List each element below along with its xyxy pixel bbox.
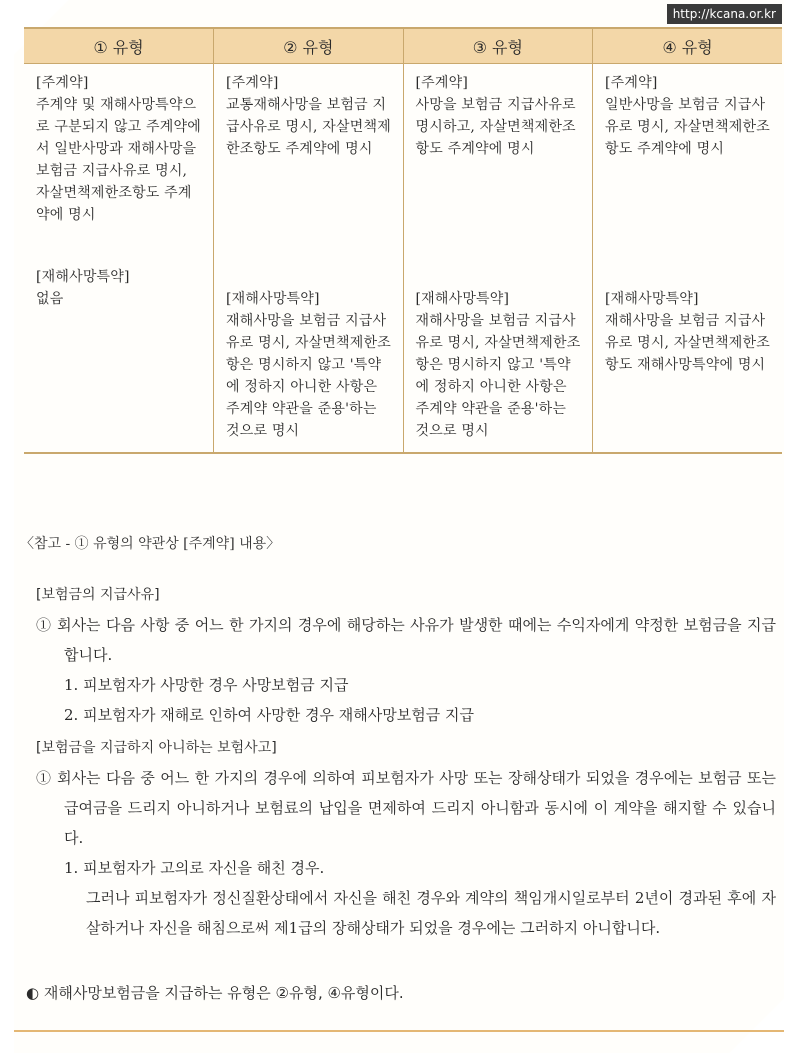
main-contract-label: [주계약] (415, 75, 468, 91)
rider-label: [재해사망특약] (36, 269, 130, 285)
table-header-row (24, 28, 782, 64)
rider-text: 재해사망을 보험금 지급사유로 명시, 자살면책제한조항도 재해사망특약에 명시 (605, 313, 770, 373)
watermark-url: http://kcana.or.kr (667, 4, 782, 24)
rider-text: 없음 (36, 291, 64, 307)
reference-note: 〈참고 - ① 유형의 약관상 [주계약] 내용〉 (20, 536, 281, 552)
header-type-2: ② 유형 (214, 28, 404, 64)
main-contract-text: 사망을 보험금 지급사유로 명시하고, 자살면책제한조항도 주계약에 명시 (415, 97, 576, 157)
type-4-cell (593, 64, 783, 454)
header-type-3: ③ 유형 (403, 28, 593, 64)
header-type-1: ① 유형 (24, 28, 214, 64)
section-exclusions (36, 733, 776, 943)
conclusion-text: ◐ 재해사망보험금을 지급하는 유형은 ②유형, ④유형이다. (26, 984, 404, 1002)
clause-text: ① 회사는 다음 중 어느 한 가지의 경우에 의하여 피보험자가 사망 또는 장해상태가 되었을 경우에는 보험금 또는 급여금을 드리지 아니하거나 보험료의 납입을 면제하여 드리지 아니함과 동시에 이 계약을 해지할 수 있습니다. (36, 769, 776, 847)
main-contract-label: [주계약] (605, 75, 658, 91)
section-title: [보험금의 지급사유] (36, 587, 160, 603)
rider-label: [재해사망특약] (415, 291, 510, 307)
bottom-divider (14, 1030, 784, 1032)
main-contract-text: 주계약 및 재해사망특약으로 구분되지 않고 주계약에서 일반사망과 재해사망을 보험금 지급사유로 명시, 자살면책제한조항도 주계약에 명시 (36, 97, 201, 223)
clause-text: ① 회사는 다음 사항 중 어느 한 가지의 경우에 해당하는 사유가 발생한 때에는 수익자에게 약정한 보험금을 지급합니다. (36, 616, 776, 664)
policy-type-table (24, 27, 782, 454)
section-payment-reasons (36, 580, 776, 730)
rider-text: 재해사망을 보험금 지급사유로 명시, 자살면책제한조항은 명시하지 않고 '특약에 정하지 아니한 사항은 주계약 약관을 준용'하는 것으로 명시 (415, 313, 581, 439)
main-contract-text: 교통재해사망을 보험금 지급사유로 명시, 자살면책제한조항도 주계약에 명시 (226, 97, 391, 157)
type-3-cell (403, 64, 593, 454)
rider-text: 재해사망을 보험금 지급사유로 명시, 자살면책제한조항은 명시하지 않고 '특약에 정하지 아니한 사항은 주계약 약관을 준용'하는 것으로 명시 (226, 313, 391, 439)
main-contract-label: [주계약] (36, 75, 89, 91)
document-page (14, 0, 784, 1053)
list-item: 1. 피보험자가 고의로 자신을 해친 경우. (64, 859, 325, 877)
type-2-cell (214, 64, 404, 454)
main-contract-label: [주계약] (226, 75, 279, 91)
page-curl-bottom-right (724, 993, 784, 1053)
section-title: [보험금을 지급하지 아니하는 보험사고] (36, 740, 277, 756)
table-row (24, 64, 782, 454)
list-item: 1. 피보험자가 사망한 경우 사망보험금 지급 (64, 676, 349, 694)
sub-paragraph: 그러나 피보험자가 정신질환상태에서 자신을 해친 경우와 계약의 책임개시일로부터 2년이 경과된 후에 자살하거나 자신을 해침으로써 제1급의 장해상태가 되었을 경우에는 그러하지 아니합니다. (86, 889, 776, 937)
rider-label: [재해사망특약] (605, 291, 699, 307)
header-type-4: ④ 유형 (593, 28, 783, 64)
type-1-cell (24, 64, 214, 454)
rider-label: [재해사망특약] (226, 291, 320, 307)
list-item: 2. 피보험자가 재해로 인하여 사망한 경우 재해사망보험금 지급 (64, 706, 474, 724)
main-contract-text: 일반사망을 보험금 지급사유로 명시, 자살면책제한조항도 주계약에 명시 (605, 97, 770, 157)
